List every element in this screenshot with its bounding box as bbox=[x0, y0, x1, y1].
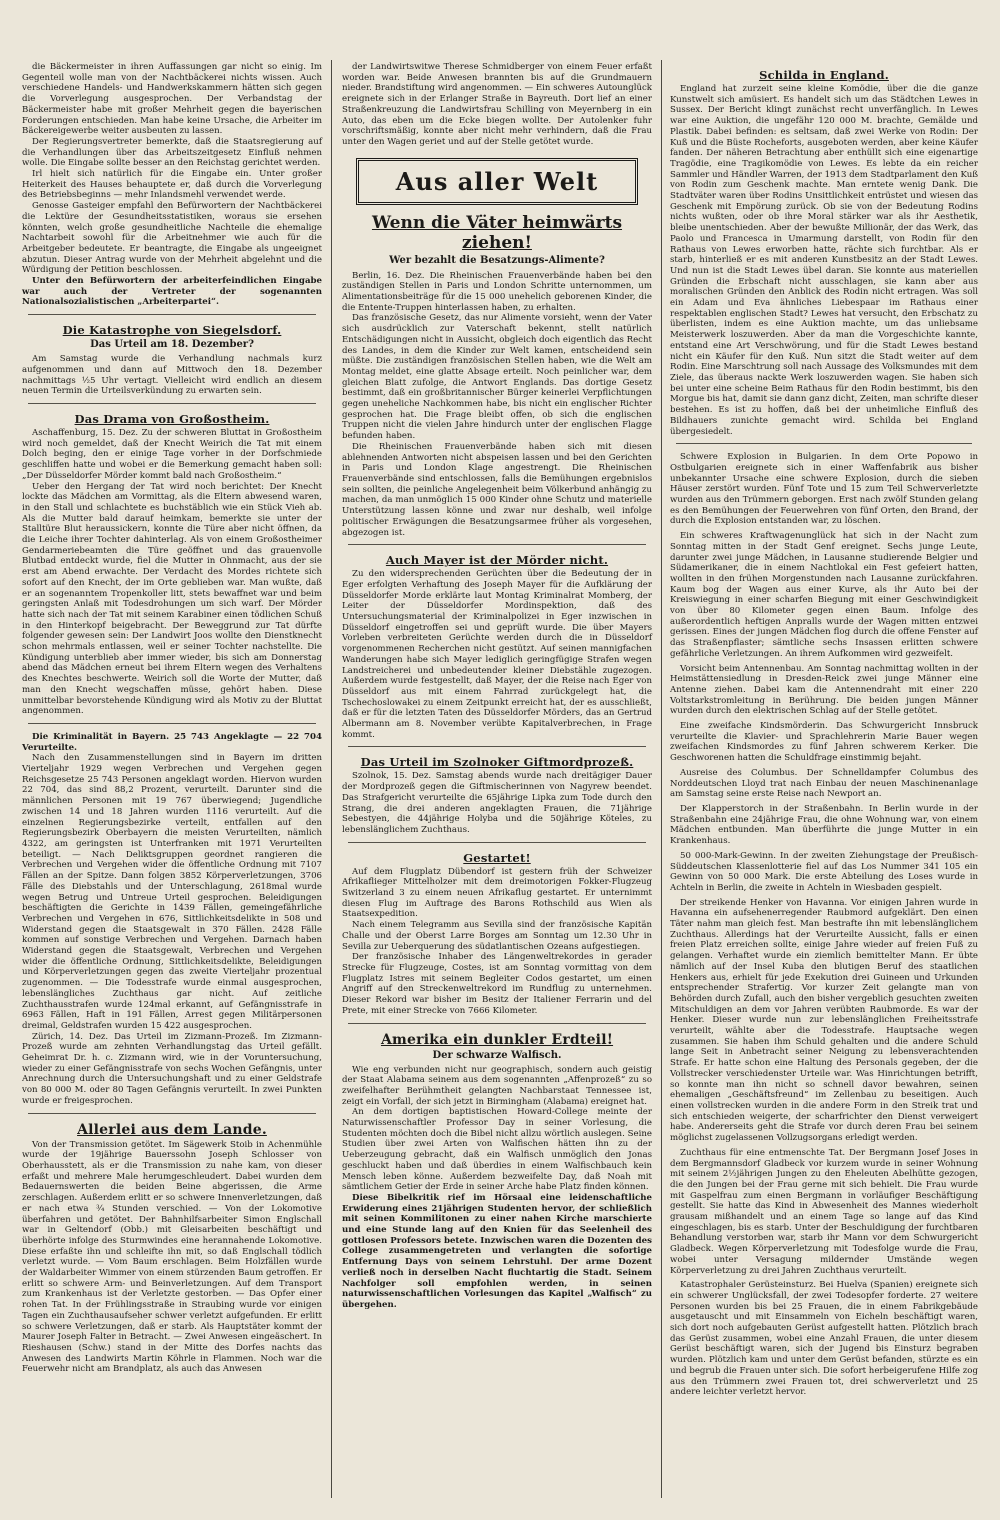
article-paragraph: Eine zweifache Kindsmörderin. Das Schwurgericht Innsbruck verurteilte die Klavier- und Sprachlehrerin Marie Bauer wegen zweifachen Kindsmordes zu fünf Jahren schwerem Kerker. Die Geschworenen hatten die Schuldfrage einstimmig bejaht. bbox=[670, 721, 978, 764]
article-paragraph: der Landwirtswitwe Therese Schmidberger von einem Feuer erfaßt worden war. Beide Anwesen brannten bis auf die Grundmauern nieder. Brandstiftung wird angenommen. — Ein schweres Autounglück ereignete sich in der Erlanger Straße in Bayreuth. Dort lief an einer Straßenkreuzung die Landwirtsfrau Schilling von Meyernberg in ein Auto, das eben um die Ecke biegen wollte. Der Autolenker fuhr vorschriftsmäßig, konnte aber nicht mehr verhindern, daß die Frau unter den Wagen geriet und auf der Stelle getötet wurde. bbox=[342, 62, 652, 147]
article-paragraph: Irl hielt sich natürlich für die Eingabe ein. Unter großer Heiterkeit des Hauses behauptete er, daß durch die Vorverlegung des Betriebsbeginns — mehr Inlandsmehl verwendet werde. bbox=[22, 169, 322, 201]
column-rule bbox=[661, 60, 662, 1498]
article-paragraph: Unter den Befürwortern der arbeiterfeindlichen Eingabe war auch der Vertreter der sogenannten Nationalsozialistischen „Arbeiterpartei“. bbox=[22, 276, 322, 308]
article-paragraph: Szolnok, 15. Dez. Samstag abends wurde nach dreitägiger Dauer der Mordprozeß gegen die Giftmischerinnen von Nagyrew beendet. Das Strafgericht verurteilte die 65jährige Lipka zum Tode durch den Strang, die drei anderen angeklagten Frauen, die 71jährige Sebestyen, die 44jährige Holyba und die 50jährige Köteles, zu lebenslänglichem Zuchthaus. bbox=[342, 771, 652, 835]
article-subheadline: Der schwarze Walfisch. bbox=[432, 1049, 562, 1061]
article-paragraph: Der Klapperstorch in der Straßenbahn. In Berlin wurde in der Straßenbahn eine 24jährige Frau, die ohne Wohnung war, von einem Mädchen entbunden. Man überführte die junge Mutter in ein Krankenhaus. bbox=[670, 804, 978, 847]
section-divider bbox=[28, 1113, 316, 1114]
article-paragraph: Genosse Gasteiger empfahl den Befürwortern der Nachtbäckerei die Lektüre der Gesundheitsstatistiken, woraus sie ersehen könnten, welch große gesundheitliche Nachteile die ehemalige Nachtarbeit sowohl für die Arbeitnehmer wie auch für die Arbeitgeber bedeutete. Er beantragte, die Eingabe als ungeeignet abzutun. Dieser Antrag wurde von der Mehrheit abgelehnt und die Würdigung der Petition beschlossen. bbox=[22, 201, 322, 276]
article-paragraph: Die Kriminalität in Bayern. 25 743 Angeklagte — 22 704 Verurteilte. bbox=[22, 731, 322, 753]
article-paragraph: Der Regierungsvertreter bemerkte, daß die Staatsregierung auf die Verhandlungen über das Arbeitszeitgesetz Einfluß nehmen wolle. Die Eingabe sollte besser an den Reichstag gerichtet werden. bbox=[22, 136, 322, 169]
article-headline: Das Drama von Großostheim. bbox=[74, 411, 270, 426]
section-headline: Allerlei aus dem Lande. bbox=[77, 1121, 267, 1138]
section-divider bbox=[676, 443, 972, 444]
column-3 bbox=[666, 62, 982, 1500]
main-headline: Wenn die Väter heimwärts ziehen! bbox=[371, 212, 623, 253]
article-subheadline: Das Urteil am 18. Dezember? bbox=[90, 339, 254, 351]
section-banner-title: Aus aller Welt bbox=[395, 166, 599, 196]
article-paragraph: Wie eng verbunden nicht nur geographisch, sondern auch geistig der Staat Alabama seinem aus dem sogenannten „Affenprozeß“ zu so zweifelhafter Berühmtheit gelangten Nachbarstaat Tennessee ist, zeigt ein Vorfall, der sich jetzt in Birmingham (Alabama) ereignet hat. bbox=[342, 1064, 652, 1107]
article-paragraph: Zürich, 14. Dez. Das Urteil im Zizmann-Prozeß. Im Zizmann-Prozeß wurde am zehnten Verhandlungstag das Urteil gefällt. Geheimrat Dr. h. c. Zizmann wird, wie in der Voruntersuchung, wieder zu einer Gefängnisstrafe von sechs Wochen Gefängnis, unter Anrechnung durch die Untersuchungshaft und zu einer Geldstrafe von 80 000 M. oder 80 Tagen Gefängnis verurteilt. In zwei Punkten wurde er freigesprochen. bbox=[22, 1031, 322, 1106]
article-paragraph: Der französische Inhaber des Längenweltrekordes in gerader Strecke für Flugzeuge, Costes, ist am Sonntag vormittag von dem Flugplatz Istres mit seinem Begleiter Codos gestartet, um einen Angriff auf den Streckenweltrekord im Rundflug zu unternehmen. Dieser Rekord war bisher im Besitz der Italiener Ferrarin und del Prete, mit einer Strecke von 7666 Kilometer. bbox=[342, 952, 652, 1016]
article-paragraph: Ueber den Hergang der Tat wird noch berichtet: Der Knecht lockte das Mädchen am Vormittag, als die Eltern abwesend waren, in den Stall und schlachtete es buchstäblich wie ein Stück Vieh ab. Als die Mutter bald darauf heimkam, bemerkte sie unter der Stalltüre Blut heraussickern, konnte die Türe aber nicht öffnen, da die Leiche ihrer Tochter dahinterlag. Als von einem Großostheimer Gendarmeriebeamten die Türe geöffnet und das grauenvolle Blutbad entdeckt wurde, fiel die Mutter in Ohnmacht, aus der sie erst am Abend erwachte. Der Verdacht des Mordes richtete sich sofort auf den Knecht, der im Orte geblieben war. Man wußte, daß er an sogenanntem Tropenkoller litt, stets bewaffnet war und beim geringsten Anlaß mit Todesdrohungen um sich warf. Der Mörder hatte sich nach der Tat mit seinem Karabiner einen tödlichen Schuß in den Hinterkopf beigebracht. Der Beweggrund zur Tat dürfte folgender gewesen sein: Der Landwirt Joos wollte den Dienstknecht schon mehrmals entlassen, weil er seiner Tochter nachstellte. Die Kündigung unterblieb aber immer wieder, bis sich am Donnerstag abend das Mädchen erneut bei ihrem Eltern wegen des Verhaltens des Knechtes beschwerte. Weirich soll die Worte der Mutter, daß man den Knecht wegschaffen müsse, gehört haben. Diese unmittelbar bevorstehende Kündigung wird als Motiv zu der Bluttat angenommen. bbox=[22, 481, 322, 717]
article-paragraph: Berlin, 16. Dez. Die Rheinischen Frauenverbände haben bei den zuständigen Stellen in Paris und London Schritte unternommen, um Alimentationsbeiträge für die 15 000 unehelich geborenen Kinder, die die Entente-Truppen hinterlassen haben, zu erhalten. bbox=[342, 270, 652, 313]
main-subheadline: Wer bezahlt die Besatzungs-Alimente? bbox=[389, 254, 605, 266]
column-1 bbox=[18, 62, 326, 1500]
article-paragraph: Der streikende Henker von Havanna. Vor einigen Jahren wurde in Havanna ein aufsehenerregender Raubmord aufgeklärt. Den einen Täter nahm man gleich fest. Man bestrafte ihn mit lebenslänglichem Zuchthaus. Allerdings hat der Verurteilte Aussicht, falls er einen freien Platz erreichen sollte, einige Jahre wieder auf freien Fuß zu gelangen. Verhaftet wurde ein ziemlich bemittelter Mann. Er übte nämlich auf der Insel Kuba den blutigen Beruf des staatlichen Henkers aus, erhielt für jede Exekution drei Guineen und Urkunden entsprechender Strafertig. Vor kurzer Zeit gelangte man von Behörden durch Zufall, auch den bisher vergeblich gesuchten zweiten Mitschuldigen an dem vor Jahren verübten Raubmorde. Es war der Henker. Dieser wurde nun zur lebenslänglichen Freiheitsstrafe verurteilt, wählte aber die Todesstrafe. Hauptsache wegen zusammen. Sie haben ihm Schuld gehalten und die andere Schuld lange Seit in Anbetracht seiner Neigung zu lebensverachtenden Strafe. Er hatte schon eine Haltung des Personals gegeben, der die Vollstrecker verschiedenster Urteile war. Was Hinrichtungen betrifft, so konnte man ihn nicht so schnell davor bewahren, seinen ehemaligen „Geschäftsfreund“ im Zellenbau zu beseitigen. Auch einen vollstrecken wurden in die andere Form in den Streik trat und sich entschieden weigerte, der scharfrichter den Dienst verweigert habe. Andererseits geht die Strafe vor durch deren Frau bei seinem möglichst zugelassenen Vollzugsorgans erledigt werden. bbox=[670, 897, 978, 1144]
article-headline: Die Katastrophe von Siegelsdorf. bbox=[62, 323, 282, 338]
article-headline: Das Urteil im Szolnoker Giftmordprozeß. bbox=[360, 755, 634, 770]
article-paragraph: Diese Bibelkritik rief im Hörsaal eine leidenschaftliche Erwiderung eines 21jährigen Studenten hervor, der schließlich mit seinen Kommilitonen zu einer nahen Kirche marschierte und eine Stunde lang auf den Knien für das Seelenheil des gottlosen Professors betete. Inzwischen waren die Dozenten des College zusammengetreten und verlangten die sofortige Entfernung Days von seinem Lehrstuhl. Der arme Dozent verließ noch in derselben Nacht fluchtartig die Stadt. Seinem Nachfolger soll empfohlen werden, in seinen naturwissenschaftlichen Vorlesungen das Kapitel „Walfisch“ zu übergehen. bbox=[342, 1192, 652, 1310]
article-paragraph: Die Rheinischen Frauenverbände haben sich mit diesen ablehnenden Antworten nicht abspeisen lassen und bei den Gerichten in Paris und London Klage angestrengt. Die Rheinischen Frauenverbände sind entschlossen, falls die Bemühungen ergebnislos sein sollten, die peinliche Angelegenheit beim Völkerbund anhängig zu machen, da man unmöglich 15 000 Kinder ohne Schutz und materielle Unterstützung lassen könne und zwar nur deshalb, weil infolge politischer Erwägungen die Besatzungsarmee früher als vorgesehen, abgezogen ist. bbox=[342, 441, 652, 538]
section-banner bbox=[356, 158, 638, 205]
section-divider bbox=[348, 842, 646, 843]
article-paragraph: Katastrophaler Gerüsteinsturz. Bei Huelva (Spanien) ereignete sich ein schwerer Unglücksfall, der zwei Todesopfer forderte. 27 weitere Personen wurden bis bei 25 Frauen, die in einem Fabrikgebäude ausgetauscht und mit Einsammeln von Eicheln beschäftigt waren, sich dort noch aufgebauten Gerüst aufgestellt hatten. Plötzlich brach das Gerüst zusammen, wobei eine Anzahl Frauen, die unter diesem Gerüst beschäftigt waren, sich der Jugend bis Einsturz begraben wurden. Plötzlich kam und unter dem Gerüst befanden, stürzte es ein und begrub die Frauen unter sich. Die sofort herbeigerufene Hilfe zog aus den Trümmern zwei Frauen tot, drei schwerverletzt und 25 andere leichter verletzt hervor. bbox=[670, 1280, 978, 1398]
article-paragraph: Vorsicht beim Antennenbau. Am Sonntag nachmittag wollten in der Heimstättensiedlung in Dresden-Reick zwei junge Männer eine Antenne ziehen. Dabei kam die Antennendraht mit einer 220 Voltstarkstromleitung in Berührung. Die beiden jungen Männer wurden durch den elektrischen Schlag auf der Stelle getötet. bbox=[670, 663, 978, 717]
section-divider bbox=[348, 746, 646, 747]
article-paragraph: Nach den Zusammenstellungen sind in Bayern im dritten Vierteljahr 1929 wegen Verbrechen und Vergehen gegen Reichsgesetze 25 743 Personen angeklagt worden. Hiervon wurden 22 704, das sind 88,2 Prozent, verurteilt. Darunter sind die männlichen Personen mit 19 767 überwiegend; Jugendliche zwischen 14 und 18 Jahren wurden 1116 verurteilt. Auf die einzelnen Regierungsbezirke verteilt, entfallen auf den Regierungsbezirk Oberbayern die meisten Verurteilten, nämlich 4322, am geringsten ist Unterfranken mit 1971 Verurteilten beteiligt. — Nach Deliktsgruppen geordnet rangieren die Verbrechen und Vergehen wider die öffentliche Ordnung mit 7107 Fällen an der Spitze. Dann folgen 3852 Körperverletzungen, 3706 Fälle des Diebstahls und der Unterschlagung, 2618mal wurde wegen Betrug und Untreue Urteil gesprochen. Beleidigungen beschäftigten die Gerichte in 1439 Fällen, gemeingefährliche Verbrechen und Vergehen in 676, Sittlichkeitsdelikte in 508 und Widerstand gegen die Staatsgewalt in 370 Fällen. 2428 Fälle kommen auf sonstige Verbrechen und Vergehen. Darnach haben Widerstand gegen die Staatsgewalt, Verbrechen und Vergehen wider die öffentliche Ordnung, Sittlichkeitsdelikte, Beleidigungen und Körperverletzungen gegen das zweite Vierteljahr prozentual zugenommen. — Die Todesstrafe wurde einmal ausgesprochen, lebenslängliches Zuchthaus gar nicht. Auf zeitliche Zuchthausstrafen wurde 124mal erkannt, auf Gefängnisstrafe in 6963 Fällen, Haft in 191 Fällen, Arrest gegen Militärpersonen dreimal, Geldstrafen wurden 15 422 ausgesprochen. bbox=[22, 753, 322, 1031]
article-paragraph: Am Samstag wurde die Verhandlung nachmals kurz aufgenommen und dann auf Mittwoch den 18. Dezember nachmittags ½5 Uhr vertagt. Vielleicht wird endlich an diesem neuen Termin die Urteilsverkündung zu erwarten sein. bbox=[22, 354, 322, 397]
column-2 bbox=[338, 62, 656, 1500]
article-paragraph: Nach einem Telegramm aus Sevilla sind der französische Kapitän Challe und der Oberst Larre Borges am Sonntag um 12.30 Uhr in Sevilla zur Ueberquerung des südatlantischen Ozeans aufgestiegen. bbox=[342, 920, 652, 952]
article-paragraph: An dem dortigen baptistischen Howard-College meinte der Naturwissenschaftler Professor Day in seiner Vorlesung, die Studenten möchten doch die Bibel nicht allzu wörtlich auslegen. Seine Studien über zwei Arten von Walfischen hätten ihn zu der Ueberzeugung gebracht, daß ein Walfisch unmöglich den Jonas geschluckt haben und daß überdies in einem Walfischbauch kein Mensch leben könne. Außerdem bezweifelte Day, daß Noah mit sämtlichem Getier der Erde in seiner Arche habe Platz finden können. bbox=[342, 1107, 652, 1193]
article-paragraph: die Bäckermeister in ihren Auffassungen gar nicht so einig. Im Gegenteil wolle man von der Nachtbäckerei nichts wissen. Auch verschiedene Handels- und Handwerkskammern hätten sich gegen die Vorverlegung ausgesprochen. Der Verbandstag der Bäckermeister habe mit großer Mehrheit gegen die bayerischen Forderungen entschieden. Man habe keine Ursache, die Arbeiter im Bäckereigewerbe weiter ausbeuten zu lassen. bbox=[22, 62, 322, 137]
section-divider bbox=[28, 314, 316, 315]
article-paragraph: Schwere Explosion in Bulgarien. In dem Orte Popowo in Ostbulgarien ereignete sich in einer Waffenfabrik aus bisher unbekannter Ursache eine schwere Explosion, durch die sieben Häuser zerstört wurden. Fünf Tote und 15 zum Teil Schwerverletzte wurden aus den Trümmern geborgen. Erst nach zwölf Stunden gelang es den Bemühungen der Feuerwehren von fünf Orten, den Brand, der durch die Explosion entstanden war, zu löschen. bbox=[670, 452, 978, 527]
article-paragraph: Zuchthaus für eine entmenschte Tat. Der Bergmann Josef Joses in dem Bergmannsdorf Gladbeck vor kurzem wurde in seiner Wohnung mit seinem 2½jährigen Jungen zu den Eheleuten Abelhütte gezogen, die den Jungen bei der Frau gerne mit sich behielt. Die Frau wurde mit Gaspelfrau zum einen Bergmann in vorläufiger Beschäftigung gestellt. Sie hatte das Kind in Abwesenheit des Mannes wiederholt grausam mißhandelt und an einem Tage so lange auf das Kind eingeschlagen, bis es starb. Unter der Beschuldigung der furchtbaren Behandlung verstorben war, starb ihr Mann vor dem Schwurgericht Gladbeck. Wegen Körperverletzung mit Todesfolge wurde die Frau, wobei unter Versagung mildernder Umstände wegen Körperverletzung zu drei Jahren Zuchthaus verurteilt. bbox=[670, 1147, 978, 1276]
article-paragraph: Auf dem Flugplatz Dübendorf ist gestern früh der Schweizer Afrikaflieger Mittelholzer mit dem dreimotorigen Fokker-Flugzeug Switzerland 3 zu einem neuen Afrikaflug gestartet. Er unternimmt diesen Flug im Auftrage des Barons Rothschild aus Wien als Staatsexpedition. bbox=[342, 866, 652, 920]
article-paragraph: Zu den widersprechenden Gerüchten über die Bedeutung der in Eger erfolgten Verhaftung des Joseph Mayer für die Aufklärung der Düsseldorfer Morde erklärte laut Montag Kriminalrat Momberg, der Leiter der Düsseldorfer Mordinspektion, daß des Untersuchungsmaterial der Kriminalpolizei in Eger inzwischen in Düsseldorf eingetroffen sei und geprüft wurde. Die über Mayers Vorleben verbreiteten Gerüchte werden durch die in Düsseldorf vorgenommenen Recherchen nicht gestützt. Auf seinen mannigfachen Wanderungen habe sich Mayer lediglich geringfügige Strafen wegen Landstreicherei und unbedeutender kleiner Diebstähle zugezogen. Außerdem wurde festgestellt, daß Mayer, der die Reise nach Eger von Düsseldorf aus mit einem Fahrrad zurückgelegt hat, die Tschechoslowakei zu einem Zeitpunkt erreicht hat, der es ausschließt, daß er für die letzten Taten des Düsseldorfer Mörders, das an Gertrud Albermann am 8. November verübte Kapitalverbrechen, in Frage kommt. bbox=[342, 569, 652, 740]
column-rule bbox=[331, 60, 332, 1498]
article-paragraph: Das französische Gesetz, das nur Alimente vorsieht, wenn der Vater sich ausdrücklich zur Vaterschaft bekennt, stellt natürlich Entschädigungen nicht in Aussicht, obgleich doch eigentlich das Recht des Landes, in dem die Kinder zur Welt kamen, entscheidend sein müßte. Die zuständigen französischen Stellen haben, wie die Welt am Montag meldet, eine glatte Absage erteilt. Noch peinlicher war, dem gleichen Blatt zufolge, die Antwort Englands. Das dortige Gesetz bestimmt, daß ein großbritannischer Bürger keinerlei Verpflichtungen gegen uneheliche Nachkommen habe, bis nicht ein englischer Richter gesprochen hat. Die Frage bleibt offen, ob sich die englischen Truppen nicht die vielen Jahre hindurch unter der englischen Flagge befunden haben. bbox=[342, 313, 652, 442]
section-divider bbox=[348, 544, 646, 545]
article-paragraph: 50 000-Mark-Gewinn. In der zweiten Ziehungstage der Preußisch-Süddeutschen Klassenlotterie fiel auf das Los Nummer 341 105 ein Gewinn von 50 000 Mark. Die erste Abteilung des Loses wurde in Achteln in Berlin, die zweite in Achteln in Wiesbaden gespielt. bbox=[670, 850, 978, 893]
section-divider bbox=[28, 403, 316, 404]
article-headline: Schilda in England. bbox=[759, 68, 889, 82]
article-headline: Amerika ein dunkler Erdteil! bbox=[380, 1031, 614, 1048]
article-paragraph: Von der Transmission getötet. Im Sägewerk Stoib in Achenmühle wurde der 19jährige Bauerssohn Joseph Schlosser von Oberhausstett, als er die Transmission zu nahe kam, von dieser erfaßt und mehrere Male herumgeschleudert. Dabei wurden dem Bedauernswerten die beiden Beine abgerissen, die Arme zerschlagen. Außerdem erlitt er so schwere Innenverletzungen, daß er nach etwa ¾ Stunden verschied. — Von der Lokomotive überfahren und getötet. Der Bahnhilfsarbeiter Simon Englschall war in Geltendorf (Obb.) mit Gleisarbeiten beschäftigt und überhörte infolge des Sturmwindes eine herannahende Lokomotive. Diese erfaßte ihn und schleifte ihn mit, so daß Englschall tödlich verletzt wurde. — Vom Baum erschlagen. Beim Holzfällen wurde der Waldarbeiter Wimmer von einem stürzenden Baum getroffen. Er erlitt so schwere Arm- und Beinverletzungen. Auf dem Transport zum Krankenhaus ist der Verletzte gestorben. — Das Opfer einer rohen Tat. In der Frühlingsstraße in Straubing wurde vor einigen Tagen ein Zuchthausaufseher schwer verletzt aufgefunden. Er erlitt so schwere Verletzungen, daß er starb. Als Hauptstäter kommt der Maurer Joseph Falter in Betracht. — Zwei Anwesen eingeäschert. In Rieshausen (Schw.) stand in der Mitte des Dorfes nachts das Anwesen des Landwirts Martin Köhrle in Flammen. Noch war die Feuerwehr nicht am Brandplatz, als auch das Anwesen bbox=[22, 1139, 322, 1375]
article-paragraph: England hat zurzeit seine kleine Komödie, über die die ganze Kunstwelt sich amüsiert. Es handelt sich um das Städtchen Lewes in Sussex. Der Bericht klingt zunächst recht unverfänglich. In Lewes war eine Auktion, die ungefähr 120 000 M. brachte, Gemälde und Plastik. Dabei befinden: es seltsam, daß zwei Werke von Rodin: Der Kuß und die Büste Rocheforts, ausgeboten werden, aber keine Käufer fanden. Der näheren Betrachtung aber enthüllt sich eine eigenartige Tragödie, eine Tragikomödie von Lewes. Es lebte da ein reicher Sammler und Händler Warren, der 1913 dem Stadtparlament den Kuß von Rodin zum Geschenk machte. Man erntete wenig Dank. Die Stadtväter waren über Rodins Unsittlichkeit entrüstet und wiesen das Geschenk mit Empörung zurück. Ob sie von der Bedeutung Rodins nichts wußten, oder ob ihre Moral stärker war als ihr Aesthetik, bleibe unentschieden. Aber der bewußte Millionär, der das Werk, das Paolo und Francesca in Umarmung darstellt, von Rodin für den Rathaus von Lewes erworben hatte, rächte sich furchtbar. Als er starb, hinterließ er es mit anderen Kunstbesitz an der Stadt Lewes. Und nun ist die Stadt Lewes übel daran. Sie konnte aus materiellen Gründen die Erbschaft nicht ausschlagen, sie kann aber aus moralischen Gründen den Anblick des Rodin nicht ertragen. Was soll ein Adam und Eva ähnliches Liebespaar im Rathaus einer respektablen englischen Stadt? Lewes hat versucht, den Erbschatz zu überlisten, indem es eine Auktion machte, um das unliebsame Meisterwerk loszuwerden. Aber da man die Vorgeschichte kannte, entstand eine Art Verschwörung, und für die Stadt Lewes bestand nicht ein Käufer für den Kuß. Nun sitzt die Stadt weiter auf dem Rodin. Eine Marschtrung soll nach Aussage des Volksmundes mit dem Ziele, das überaus nackte Werk loszuwerden wagen. Sie haben sich bei unter eine scheine Beim Rathaus für den Rodin bestimmt, bis den Morgue bis hat, damit sie dann ganz dicht, Zeiten, man schrifte dieser bestehen. Es ist zu hoffen, daß bei der unheimliche Einfluß des Bildhauers zunichte gemacht wird. Schilda bei England übergesiedelt. bbox=[670, 84, 978, 437]
article-headline: Auch Mayer ist der Mörder nicht. bbox=[385, 553, 609, 568]
article-paragraph: Aschaffenburg, 15. Dez. Zu der schweren Bluttat in Großostheim wird noch gemeldet, daß der Knecht Weirich die Tat mit einem Dolch beging, den er einige Tage vorher in der Dorfschmiede geschliffen hatte und wobei er die Bemerkung gemacht haben soll: „Der Düsseldorfer Mörder kommt bald nach Großostheim.“ bbox=[22, 427, 322, 481]
section-divider bbox=[348, 1023, 646, 1024]
article-paragraph: Ausreise des Columbus. Der Schnelldampfer Columbus des Norddeutschen Lloyd trat nach Einbau der neuen Maschinenanlage am Samstag seine erste Reise nach Newport an. bbox=[670, 767, 978, 800]
article-paragraph: Ein schweres Kraftwagenunglück hat sich in der Nacht zum Sonntag mitten in der Stadt Genf ereignet. Sechs junge Leute, darunter zwei junge Mädchen, in Lausanne studierende Belgier und Südamerikaner, die in einem Nachtlokal ein Fest gefeiert hatten, wollten in den frühen Morgenstunden nach Lausanne zurückfahren. Kaum bog der Wagen aus einer Kurve, als ihr Auto bei der Kreiswiegung in einer scharfen Biegung mit einer Geschwindigkeit von über 80 Kilometer gegen einen Baum. Infolge des außerordentlich heftigen Anpralls wurde der Wagen mitten entzwei gerissen. Eines der jungen Mädchen flog durch die offene Fenster auf das Straßenpflaster; sämtliche sechs Insassen erlitten schwere gefährliche Verletzungen. An ihrem Aufkommen wird gezweifelt. bbox=[670, 531, 978, 659]
section-divider bbox=[28, 723, 316, 724]
article-headline: Gestartet! bbox=[463, 850, 531, 865]
